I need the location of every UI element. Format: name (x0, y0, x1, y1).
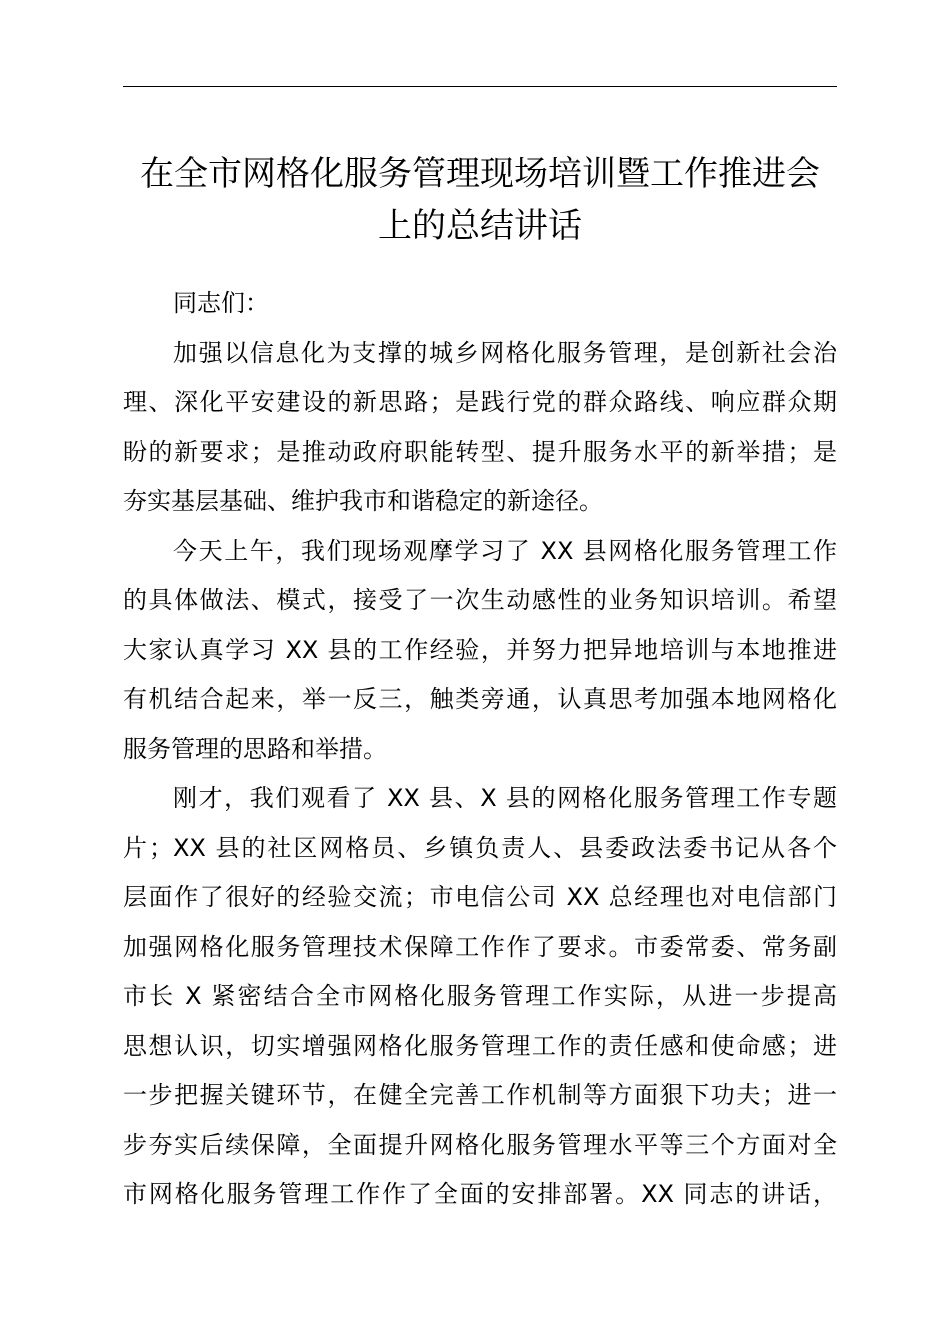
title-line-2: 上的总结讲话 (378, 206, 582, 246)
paragraph-line: 大家认真学习 XX 县的工作经验，并努力把异地培训与本地推进 (123, 635, 837, 664)
paragraph-line: 今天上午，我们现场观摩学习了 XX 县网格化服务管理工作 (173, 536, 837, 565)
paragraph-line: 层面作了很好的经验交流；市电信公司 XX 总经理也对电信部门 (123, 883, 837, 911)
header-rule (123, 86, 837, 87)
paragraph-line: 有机结合起来，举一反三，触类旁通，认真思考加强本地网格化 (123, 685, 837, 713)
paragraph-line: 的具体做法、模式，接受了一次生动感性的业务知识培训。希望 (123, 586, 837, 614)
paragraph-line: 市网格化服务管理工作作了全面的安排部署。XX 同志的讲话， (123, 1180, 837, 1208)
paragraph-1 (123, 329, 837, 527)
paragraph-line: 片；XX 县的社区网格员、乡镇负责人、县委政法委书记从各个 (123, 833, 837, 862)
paragraph-line: 盼的新要求；是推动政府职能转型、提升服务水平的新举措；是 (123, 437, 837, 466)
paragraph-3 (123, 774, 837, 1220)
paragraph-line: 夯实基层基础、维护我市和谐稳定的新途径。 (123, 487, 603, 515)
paragraph-line: 一步把握关键环节，在健全完善工作机制等方面狠下功夫；进一 (123, 1081, 837, 1109)
document-title (110, 148, 850, 252)
title-line-1: 在全市网格化服务管理现场培训暨工作推进会 (140, 154, 820, 194)
paragraph-line: 步夯实后续保障，全面提升网格化服务管理水平等三个方面对全 (123, 1130, 837, 1159)
paragraph-line: 刚才，我们观看了 XX 县、X 县的网格化服务管理工作专题 (173, 784, 837, 812)
paragraph-line: 服务管理的思路和举措。 (123, 734, 387, 763)
paragraph-line: 市长 X 紧密结合全市网格化服务管理工作实际，从进一步提高 (123, 982, 837, 1010)
document-body (123, 279, 837, 1220)
paragraph-2 (123, 527, 837, 775)
paragraph-line: 加强网格化服务管理技术保障工作作了要求。市委常委、常务副 (123, 932, 837, 961)
salutation: 同志们： (173, 289, 269, 317)
paragraph-line: 理、深化平安建设的新思路；是践行党的群众路线、响应群众期 (123, 388, 837, 416)
paragraph-line: 加强以信息化为支撑的城乡网格化服务管理，是创新社会治 (173, 338, 837, 367)
paragraph-line: 思想认识，切实增强网格化服务管理工作的责任感和使命感；进 (123, 1031, 837, 1060)
